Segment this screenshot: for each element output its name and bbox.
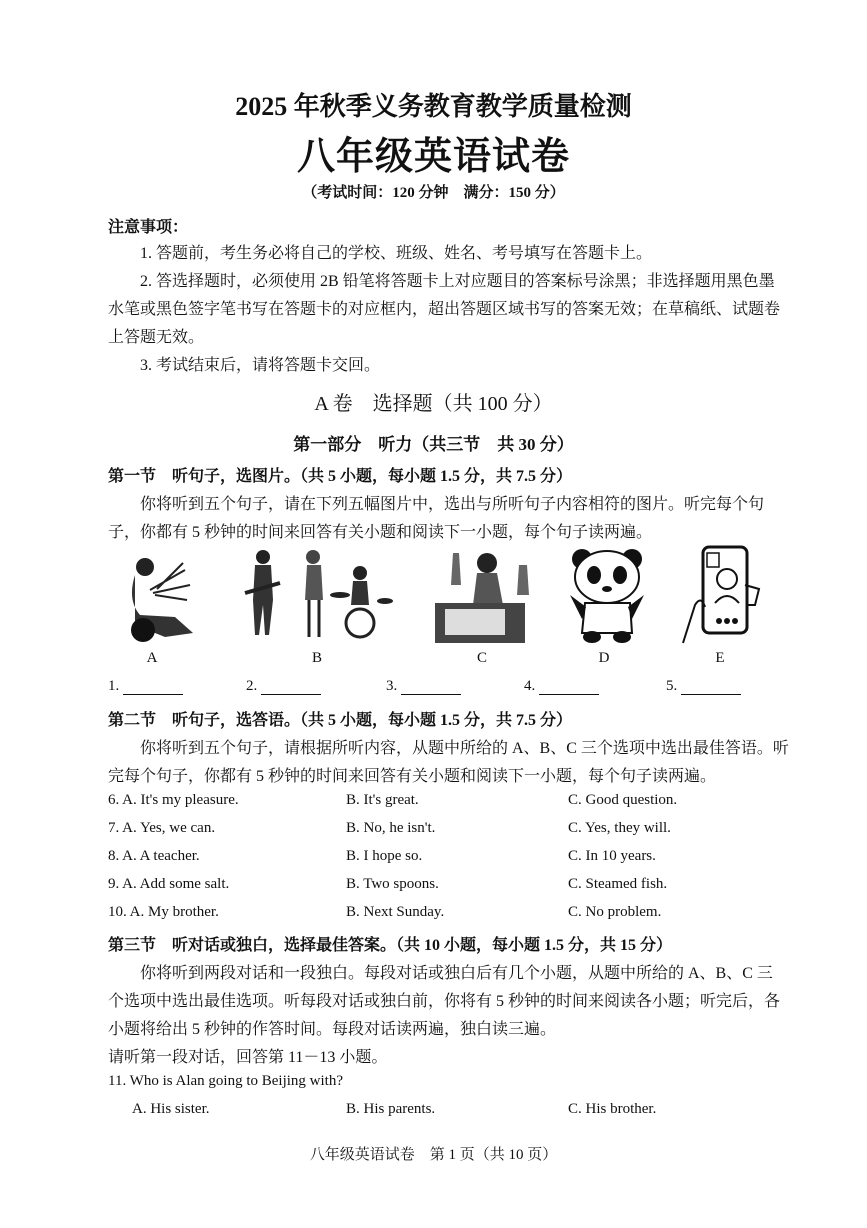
q11-option-c: C. His brother. [568, 1101, 657, 1117]
section3-inst1: 你将听到两段对话和一段独白。每段对话或独白后有几个小题，从题中所给的 A、B、C 三 [140, 965, 773, 982]
picture-e-phone-call [675, 545, 775, 645]
q11-option-a: A. His sister. [132, 1101, 210, 1117]
section1-inst2: 子，你都有 5 秒钟的时间来回答有关小题和阅读下一小题，每个句子读两遍。 [108, 524, 653, 541]
q6-option-a: 6. A. It's my pleasure. [108, 792, 239, 808]
note-2c: 上答题无效。 [108, 329, 205, 346]
picture-label-a: A [146, 650, 158, 666]
q11-stem: 11. Who is Alan going to Beijing with? [108, 1073, 343, 1089]
picture-c-designer [435, 545, 535, 645]
section2-inst2: 完每个句子，你都有 5 秒钟的时间来回答有关小题和阅读下一小题，每个句子读两遍。 [108, 768, 717, 785]
page-footer: 八年级英语试卷 第 1 页（共 10 页） [309, 1147, 558, 1163]
section3-inst3: 小题将给出 5 秒钟的作答时间。每段对话读两遍，独白读三遍。 [108, 1021, 557, 1038]
part1-heading: 第一部分 听力（共三节 共 30 分） [293, 435, 574, 454]
answer-blank-2: 2. [246, 678, 321, 695]
section2-title: 第二节 听句子，选答语。（共 5 小题，每小题 1.5 分，共 7.5 分） [108, 712, 573, 729]
section3-prompt: 请听第一段对话，回答第 11－13 小题。 [108, 1049, 388, 1066]
note-3: 3. 考试结束后，请将答题卡交回。 [140, 357, 381, 374]
picture-label-d: D [598, 650, 610, 666]
exam-subtitle: （考试时间：120 分钟 满分：150 分） [302, 185, 565, 201]
section1-title: 第一节 听句子，选图片。（共 5 小题，每小题 1.5 分，共 7.5 分） [108, 468, 573, 485]
q7-option-c: C. Yes, they will. [568, 820, 671, 836]
answer-blank-3: 3. [386, 678, 461, 695]
picture-label-c: C [476, 650, 487, 666]
section3-title: 第三节 听对话或独白，选择最佳答案。（共 10 小题，每小题 1.5 分，共 15 分） [108, 937, 673, 954]
q6-option-c: C. Good question. [568, 792, 678, 808]
q8-option-c: C. In 10 years. [568, 848, 656, 864]
q9-option-b: B. Two spoons. [346, 876, 439, 892]
picture-label-e: E [715, 650, 725, 666]
note-2b: 水笔或黑色签字笔书写在答题卡的对应框内，超出答题区域书写的答案无效；在草稿纸、试题卷 [108, 301, 781, 318]
q6-option-b: B. It's great. [346, 792, 419, 808]
notes-heading: 注意事项： [108, 219, 189, 236]
picture-label-b: B [311, 650, 322, 666]
q7-option-b: B. No, he isn't. [346, 820, 436, 836]
q9-option-a: 9. A. Add some salt. [108, 876, 230, 892]
q7-option-a: 7. A. Yes, we can. [108, 820, 216, 836]
section2-inst1: 你将听到五个句子，请根据所听内容，从题中所给的 A、B、C 三个选项中选出最佳答语。听 [140, 740, 789, 757]
exam-title-line1: 2025 年秋季义务教育教学质量检测 [235, 92, 632, 121]
picture-b-band [235, 545, 395, 645]
q10-option-b: B. Next Sunday. [346, 904, 445, 920]
note-2a: 2. 答选择题时，必须使用 2B 铅笔将答题卡上对应题目的答案标号涂黑；非选择题用黑色墨 [140, 273, 775, 290]
section1-inst1: 你将听到五个句子，请在下列五幅图片中，选出与所听句子内容相符的图片。听完每个句 [140, 496, 765, 513]
answer-blank-4: 4. [524, 678, 599, 695]
exam-title-line2: 八年级英语试卷 [296, 136, 570, 178]
picture-a-weaver [105, 545, 205, 645]
picture-d-panda [560, 545, 660, 645]
answer-blank-1: 1. [108, 678, 183, 695]
q9-option-c: C. Steamed fish. [568, 876, 668, 892]
section3-inst2: 个选项中选出最佳选项。听每段对话或独白前，你将有 5 秒钟的时间来阅读各小题；听完后，各 [108, 993, 781, 1010]
note-1: 1. 答题前，考生务必将自己的学校、班级、姓名、考号填写在答题卡上。 [140, 245, 653, 262]
q11-option-b: B. His parents. [346, 1101, 436, 1117]
q8-option-a: 8. A. A teacher. [108, 848, 200, 864]
volume-a-heading: A 卷 选择题（共 100 分） [314, 393, 553, 415]
q10-option-c: C. No problem. [568, 904, 662, 920]
q8-option-b: B. I hope so. [346, 848, 423, 864]
q10-option-a: 10. A. My brother. [108, 904, 219, 920]
answer-blank-5: 5. [666, 678, 741, 695]
